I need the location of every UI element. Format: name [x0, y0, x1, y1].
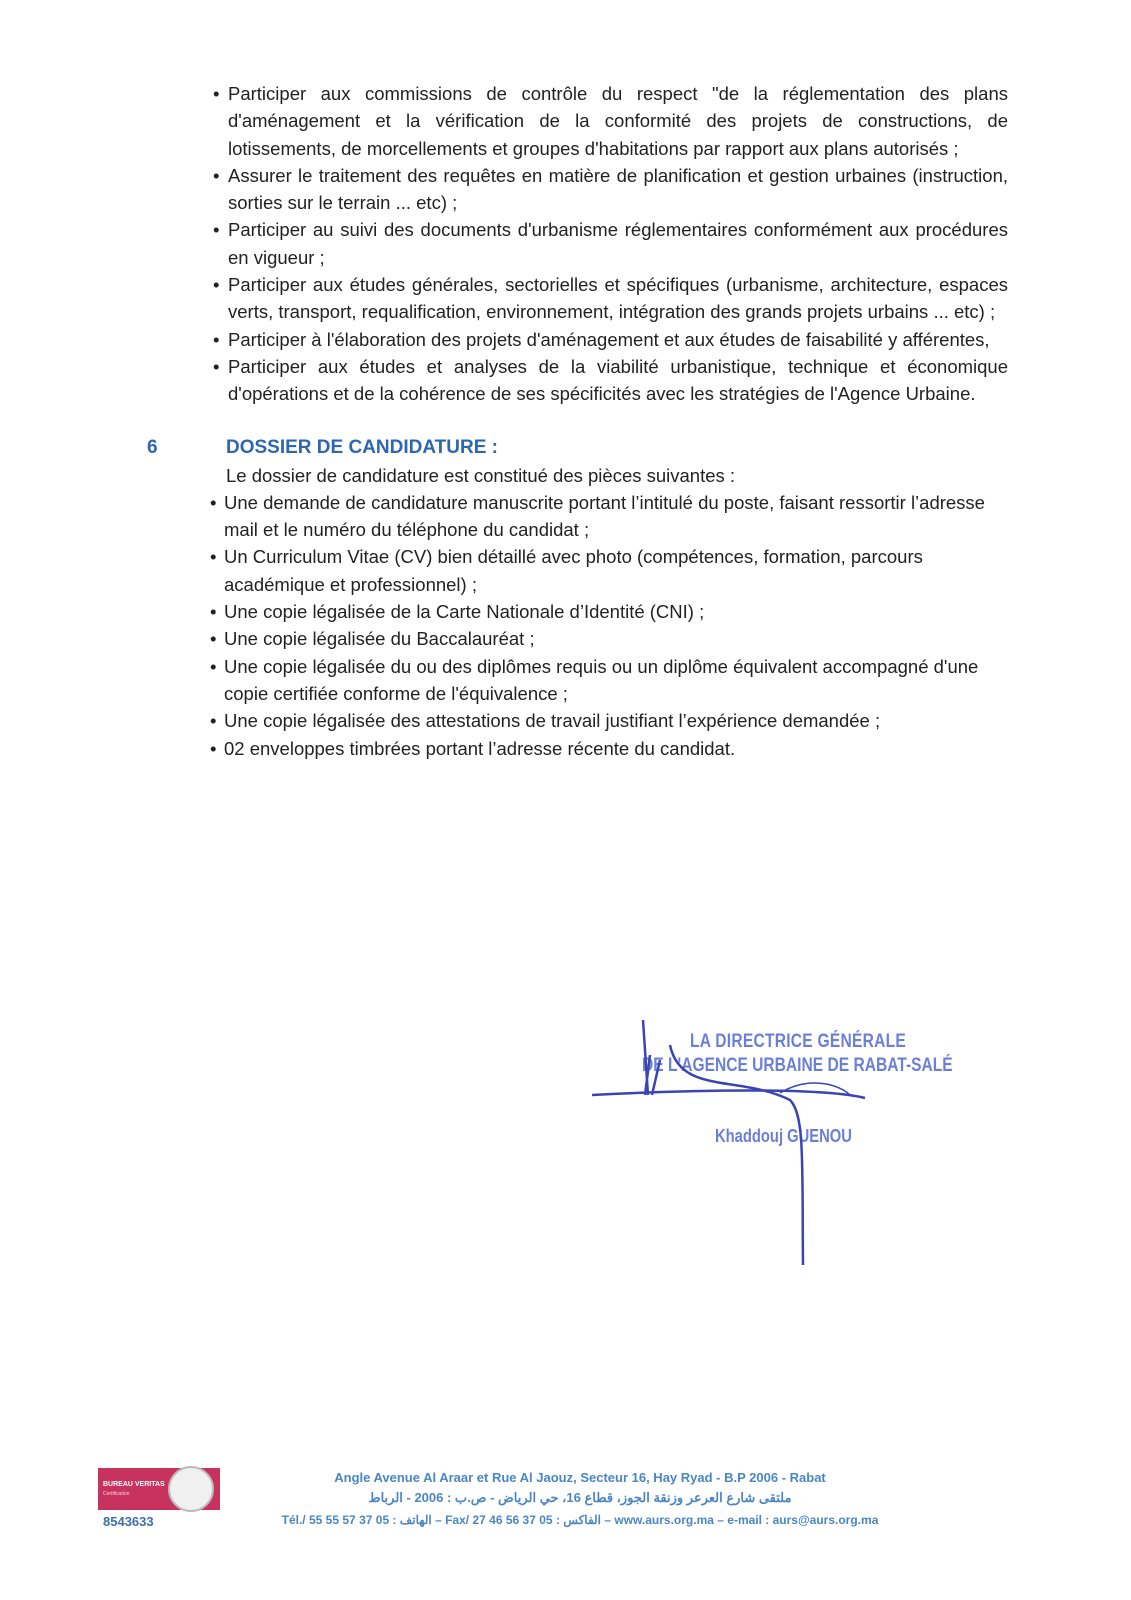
bullet-icon: •: [210, 710, 217, 732]
bullet-icon: •: [213, 83, 220, 104]
bullet-icon: •: [210, 655, 217, 677]
bullet-icon: •: [210, 601, 217, 623]
list-item: [213, 353, 1008, 408]
bureau-veritas-logo: [98, 1468, 220, 1510]
signature-stamp: [590, 1015, 953, 1275]
list-item: [210, 735, 990, 762]
item-text: Participer au suivi des documents d'urbanisme réglementaires conformément aux procédures en vigueur ;: [228, 219, 1008, 268]
list-item: [210, 625, 990, 652]
responsibilities-list: [213, 80, 1008, 408]
list-item: [213, 271, 1008, 326]
list-item: [210, 543, 990, 598]
item-text: Une demande de candidature manuscrite portant l’intitulé du poste, faisant ressortir l’adresse mail et le numéro du téléphone du candidat ;: [224, 491, 985, 541]
stamp-organization: DE L'AGENCE URBAINE DE RABAT-SALÉ: [642, 1055, 953, 1076]
item-text: Participer aux commissions de contrôle du respect "de la réglementation des plans d'aménagement et la vérification de la conformité des projets de constructions, de lotissements, de morcellements et groupes d'habitations par rapport aux plans autorisés ;: [228, 83, 1008, 159]
item-text: Une copie légalisée du Baccalauréat ;: [224, 628, 535, 650]
section-number: 6: [147, 436, 158, 458]
bullet-icon: •: [210, 491, 217, 513]
certification-number: 8543633: [103, 1514, 154, 1529]
item-text: Un Curriculum Vitae (CV) bien détaillé avec photo (compétences, formation, parcours académique et professionnel) ;: [224, 546, 923, 595]
list-item: [210, 707, 990, 734]
handwritten-signature: [590, 1015, 950, 1275]
list-item: [213, 216, 1008, 271]
bullet-icon: •: [213, 274, 220, 296]
list-item: [213, 80, 1008, 162]
documents-list: [210, 489, 990, 762]
stamp-title: LA DIRECTRICE GÉNÉRALE: [690, 1031, 907, 1052]
item-text: Une copie légalisée du ou des diplômes requis ou un diplôme équivalent accompagné d'une copie certifiée conforme de l'équivalence ;: [224, 655, 979, 704]
footer-contact: Tél./ الهاتف : 05 37 57 55 55 – Fax/ الفاكس : 05 37 56 46 27 – www.aurs.org.ma – e-mail : aurs@aurs.org.ma: [281, 1513, 879, 1527]
list-item: [210, 598, 990, 625]
bullet-icon: •: [213, 328, 220, 350]
document-body: [147, 80, 1008, 762]
item-text: 02 enveloppes timbrées portant l’adresse récente du candidat.: [224, 737, 736, 759]
footer-address-fr: Angle Avenue Al Araar et Rue Al Jaouz, Secteur 16, Hay Ryad - B.P 2006 - Rabat: [334, 1470, 826, 1485]
list-item: [213, 162, 1008, 217]
item-text: Une copie légalisée de la Carte Nationale d’Identité (CNI) ;: [224, 601, 705, 623]
bullet-icon: •: [213, 219, 220, 241]
item-text: Une copie légalisée des attestations de travail justifiant l’expérience demandée ;: [224, 710, 881, 732]
bullet-icon: •: [213, 355, 220, 377]
item-text: Participer aux études et analyses de la viabilité urbanistique, technique et économique d'opérations et de la cohérence de ses spécificités avec les stratégies de l'Agence Urbaine.: [228, 355, 1008, 405]
bullet-icon: •: [210, 628, 217, 650]
bullet-icon: •: [213, 164, 220, 186]
list-item: [210, 653, 990, 708]
stamp-name: Khaddouj GUENOU: [715, 1126, 852, 1146]
footer-address-ar: ملتقى شارع العرعر وزنقة الجوز، قطاع 16، حي الرياض - ص.ب : 2006 - الرباط: [368, 1490, 792, 1505]
item-text: Assurer le traitement des requêtes en matière de planification et gestion urbaines (instruction, sorties sur le terrain ... etc) ;: [228, 164, 1008, 214]
section-heading: [147, 434, 1008, 462]
logo-subtitle: Certification: [103, 1491, 130, 1497]
section-intro: Le dossier de candidature est constitué des pièces suivantes :: [226, 464, 736, 486]
bullet-icon: •: [210, 546, 217, 568]
item-text: Participer à l'élaboration des projets d'aménagement et aux études de faisabilité y afférentes,: [228, 328, 990, 350]
bullet-icon: •: [210, 737, 217, 759]
list-item: [210, 489, 990, 544]
certification-seal-icon: [168, 1466, 214, 1512]
item-text: Participer aux études générales, sectorielles et spécifiques (urbanisme, architecture, espaces verts, transport, requalification, environnement, intégration des grands projets urbains ... etc) ;: [228, 274, 1008, 323]
list-item: [213, 326, 1008, 353]
section-title: DOSSIER DE CANDIDATURE :: [226, 436, 498, 458]
logo-title: BUREAU VERITAS: [103, 1481, 165, 1488]
